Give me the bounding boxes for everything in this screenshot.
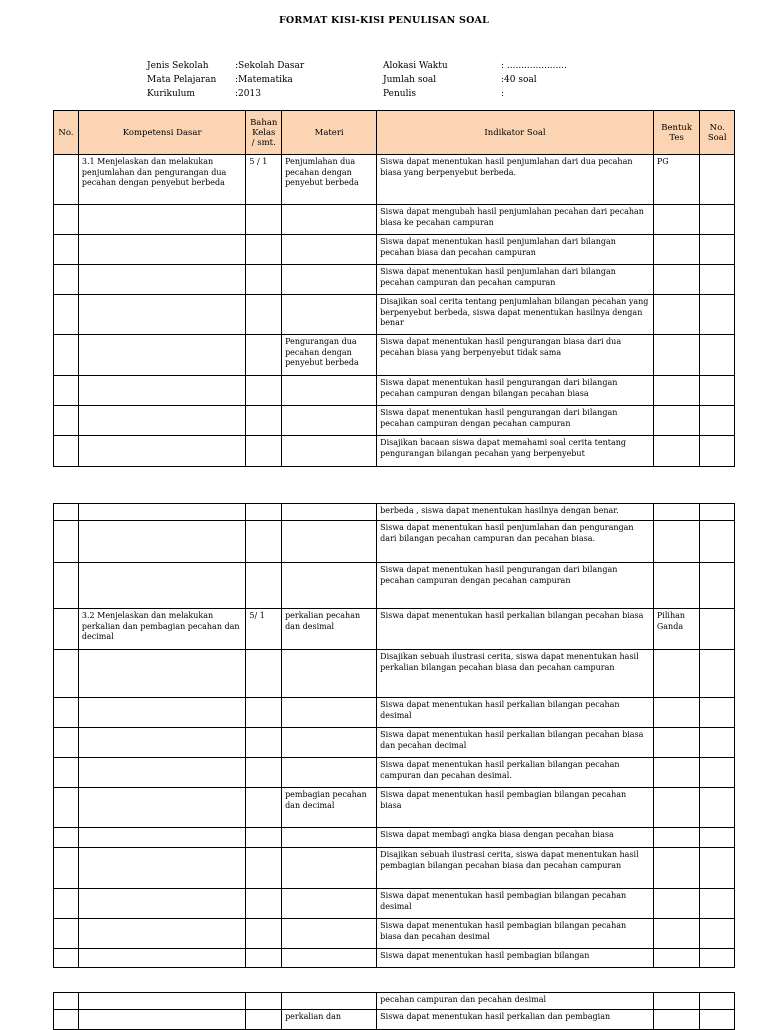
table-row	[54, 563, 735, 609]
cell-indikator-soal: Siswa dapat menentukan hasil perkalian bilangan pecahan desimal	[377, 698, 654, 728]
cell-bentuk-tes	[653, 848, 699, 889]
cell-indikator-soal: Siswa dapat mengubah hasil penjumlahan pecahan dari pecahan biasa ke pecahan campuran	[377, 205, 654, 235]
cell-no-soal	[700, 889, 735, 919]
cell-indikator-soal: Disajikan sebuah ilustrasi cerita, siswa dapat menentukan hasil perkalian bilangan pecahan biasa dan pecahan campuran	[377, 650, 654, 698]
cell-no	[54, 1010, 79, 1030]
cell-bentuk-tes	[653, 563, 699, 609]
cell-kompetensi-dasar	[78, 919, 246, 949]
cell-no	[54, 848, 79, 889]
cell-kompetensi-dasar	[78, 265, 246, 295]
cell-bentuk-tes	[653, 993, 699, 1010]
page-title: FORMAT KISI-KISI PENULISAN SOAL	[278, 15, 489, 26]
cell-kompetensi-dasar	[78, 376, 246, 406]
cell-bentuk-tes	[653, 758, 699, 788]
cell-bentuk-tes: PG	[653, 155, 699, 205]
table-row	[54, 728, 735, 758]
cell-indikator-soal: Siswa dapat menentukan hasil pembagian bilangan pecahan biasa dan pecahan desimal	[377, 919, 654, 949]
cell-bentuk-tes	[653, 828, 699, 848]
cell-no-soal	[700, 335, 735, 376]
cell-kompetensi-dasar	[78, 563, 246, 609]
cell-bahan-kelas	[246, 504, 282, 521]
cell-no-soal	[700, 265, 735, 295]
cell-bentuk-tes	[653, 295, 699, 335]
cell-bahan-kelas	[246, 993, 282, 1010]
meta-label: Jumlah soal	[383, 75, 437, 85]
cell-kompetensi-dasar: 3.2 Menjelaskan dan melakukan perkalian dan pembagian pecahan dan decimal	[78, 609, 246, 650]
cell-indikator-soal: Siswa dapat menentukan hasil pengurangan biasa dari dua pecahan biasa yang berpenyebut tidak sama	[377, 335, 654, 376]
table-row	[54, 295, 735, 335]
cell-materi	[282, 698, 377, 728]
cell-bentuk-tes	[653, 521, 699, 563]
cell-bentuk-tes	[653, 650, 699, 698]
cell-materi	[282, 650, 377, 698]
cell-no	[54, 728, 79, 758]
cell-no-soal	[700, 609, 735, 650]
cell-bahan-kelas	[246, 889, 282, 919]
cell-no	[54, 788, 79, 828]
cell-no-soal	[700, 406, 735, 436]
cell-indikator-soal: Disajikan soal cerita tentang penjumlahan bilangan pecahan yang berpenyebut berbeda, siswa dapat menentukan hasilnya dengan benar	[377, 295, 654, 335]
cell-no-soal	[700, 155, 735, 205]
cell-materi: Penjumlahan dua pecahan dengan penyebut berbeda	[282, 155, 377, 205]
cell-materi	[282, 235, 377, 265]
cell-bahan-kelas	[246, 1010, 282, 1030]
cell-kompetensi-dasar	[78, 889, 246, 919]
cell-materi	[282, 848, 377, 889]
table-row	[54, 650, 735, 698]
cell-bahan-kelas	[246, 265, 282, 295]
header-bahan-kelas: Bahan Kelas / smt.	[246, 111, 282, 155]
cell-no	[54, 265, 79, 295]
meta-left	[147, 59, 304, 101]
cell-kompetensi-dasar	[78, 828, 246, 848]
cell-bahan-kelas	[246, 919, 282, 949]
kisi-kisi-table-3	[53, 992, 735, 1030]
cell-no-soal	[700, 295, 735, 335]
cell-materi	[282, 295, 377, 335]
cell-no	[54, 919, 79, 949]
cell-indikator-soal: Siswa dapat menentukan hasil pembagian bilangan pecahan desimal	[377, 889, 654, 919]
table-row	[54, 949, 735, 968]
table-row	[54, 521, 735, 563]
cell-kompetensi-dasar	[78, 698, 246, 728]
cell-no-soal	[700, 205, 735, 235]
cell-no-soal	[700, 504, 735, 521]
cell-no-soal	[700, 758, 735, 788]
meta-label: Alokasi Waktu	[383, 61, 448, 71]
meta-value: :2013	[235, 89, 261, 99]
cell-bentuk-tes	[653, 436, 699, 467]
table-row	[54, 406, 735, 436]
cell-bahan-kelas	[246, 650, 282, 698]
cell-bahan-kelas	[246, 205, 282, 235]
cell-materi	[282, 265, 377, 295]
cell-bentuk-tes	[653, 504, 699, 521]
cell-bentuk-tes	[653, 376, 699, 406]
cell-bentuk-tes	[653, 788, 699, 828]
cell-bahan-kelas	[246, 728, 282, 758]
cell-bentuk-tes	[653, 205, 699, 235]
cell-bahan-kelas	[246, 295, 282, 335]
cell-bahan-kelas	[246, 758, 282, 788]
cell-indikator-soal: Disajikan bacaan siswa dapat memahami soal cerita tentang pengurangan bilangan pecahan yang berpenyebut	[377, 436, 654, 467]
cell-kompetensi-dasar	[78, 205, 246, 235]
cell-bahan-kelas	[246, 788, 282, 828]
cell-indikator-soal: Siswa dapat menentukan hasil pembagian bilangan pecahan biasa	[377, 788, 654, 828]
cell-no	[54, 521, 79, 563]
cell-materi	[282, 205, 377, 235]
cell-kompetensi-dasar	[78, 949, 246, 968]
cell-bahan-kelas	[246, 698, 282, 728]
cell-indikator-soal: Siswa dapat menentukan hasil pengurangan dari bilangan pecahan campuran dengan pecahan campuran	[377, 406, 654, 436]
cell-no	[54, 993, 79, 1010]
cell-materi	[282, 504, 377, 521]
cell-bahan-kelas	[246, 848, 282, 889]
table-row	[54, 848, 735, 889]
cell-bahan-kelas	[246, 828, 282, 848]
table-row	[54, 265, 735, 295]
kisi-kisi-table-1	[53, 110, 735, 467]
cell-indikator-soal: Siswa dapat menentukan hasil pengurangan dari bilangan pecahan campuran dengan bilangan pecahan biasa	[377, 376, 654, 406]
meta-value: :Matematika	[235, 75, 293, 85]
cell-no-soal	[700, 650, 735, 698]
cell-kompetensi-dasar	[78, 650, 246, 698]
cell-no-soal	[700, 376, 735, 406]
cell-kompetensi-dasar	[78, 1010, 246, 1030]
cell-no-soal	[700, 728, 735, 758]
cell-materi	[282, 563, 377, 609]
cell-no-soal	[700, 993, 735, 1010]
cell-indikator-soal: Disajikan sebuah ilustrasi cerita, siswa dapat menentukan hasil pembagian bilangan pecahan biasa dan pecahan campuran	[377, 848, 654, 889]
cell-kompetensi-dasar	[78, 788, 246, 828]
meta-label: Penulis	[383, 89, 416, 99]
cell-bahan-kelas	[246, 436, 282, 467]
cell-bentuk-tes	[653, 698, 699, 728]
cell-bentuk-tes	[653, 265, 699, 295]
cell-bentuk-tes	[653, 335, 699, 376]
cell-kompetensi-dasar	[78, 504, 246, 521]
cell-indikator-soal: Siswa dapat menentukan hasil penjumlahan dari bilangan pecahan biasa dan pecahan campuran	[377, 235, 654, 265]
cell-indikator-soal: Siswa dapat menentukan hasil perkalian bilangan pecahan biasa dan pecahan decimal	[377, 728, 654, 758]
cell-bahan-kelas	[246, 563, 282, 609]
cell-no	[54, 698, 79, 728]
table-row	[54, 235, 735, 265]
cell-bahan-kelas	[246, 235, 282, 265]
kisi-kisi-table-2	[53, 503, 735, 968]
cell-no	[54, 504, 79, 521]
header-indikator-soal: Indikator Soal	[377, 111, 654, 155]
cell-no	[54, 650, 79, 698]
table-row	[54, 504, 735, 521]
cell-materi	[282, 728, 377, 758]
table-row	[54, 1010, 735, 1030]
table-row	[54, 155, 735, 205]
cell-bahan-kelas	[246, 521, 282, 563]
cell-kompetensi-dasar	[78, 728, 246, 758]
cell-materi	[282, 828, 377, 848]
cell-no-soal	[700, 949, 735, 968]
cell-no	[54, 609, 79, 650]
cell-indikator-soal: Siswa dapat menentukan hasil perkalian bilangan pecahan campuran dan pecahan desimal.	[377, 758, 654, 788]
cell-materi	[282, 919, 377, 949]
cell-kompetensi-dasar	[78, 993, 246, 1010]
header-no-soal: No. Soal	[700, 111, 735, 155]
cell-indikator-soal: Siswa dapat menentukan hasil penjumlahan dari dua pecahan biasa yang berpenyebut berbeda.	[377, 155, 654, 205]
meta-value: :Sekolah Dasar	[235, 61, 305, 71]
meta-right	[383, 59, 567, 101]
cell-materi	[282, 758, 377, 788]
meta-label: Jenis Sekolah	[147, 61, 209, 71]
cell-no-soal	[700, 436, 735, 467]
cell-indikator-soal: Siswa dapat menentukan hasil perkalian dan pembagian	[377, 1010, 654, 1030]
cell-no	[54, 205, 79, 235]
cell-indikator-soal: Siswa dapat membagi angka biasa dengan pecahan biasa	[377, 828, 654, 848]
cell-kompetensi-dasar	[78, 335, 246, 376]
cell-no	[54, 406, 79, 436]
cell-no	[54, 335, 79, 376]
cell-materi	[282, 376, 377, 406]
cell-kompetensi-dasar	[78, 235, 246, 265]
cell-bahan-kelas	[246, 406, 282, 436]
cell-indikator-soal: Siswa dapat menentukan hasil pengurangan dari bilangan pecahan campuran dengan pecahan campuran	[377, 563, 654, 609]
cell-bentuk-tes	[653, 1010, 699, 1030]
cell-bentuk-tes	[653, 919, 699, 949]
cell-no-soal	[700, 1010, 735, 1030]
cell-kompetensi-dasar	[78, 436, 246, 467]
table-row	[54, 698, 735, 728]
cell-kompetensi-dasar	[78, 406, 246, 436]
table-row	[54, 788, 735, 828]
cell-no	[54, 295, 79, 335]
table-row	[54, 889, 735, 919]
cell-materi: pembagian pecahan dan decimal	[282, 788, 377, 828]
cell-bentuk-tes	[653, 235, 699, 265]
cell-materi: perkalian pecahan dan desimal	[282, 609, 377, 650]
cell-materi	[282, 406, 377, 436]
cell-bentuk-tes	[653, 728, 699, 758]
cell-bentuk-tes: Pilihan Ganda	[653, 609, 699, 650]
cell-no	[54, 563, 79, 609]
header-bentuk-tes: Bentuk Tes	[653, 111, 699, 155]
cell-no-soal	[700, 919, 735, 949]
cell-no-soal	[700, 563, 735, 609]
header-no: No.	[54, 111, 79, 155]
cell-no	[54, 889, 79, 919]
cell-materi	[282, 521, 377, 563]
cell-no	[54, 828, 79, 848]
cell-bahan-kelas: 5/ 1	[246, 609, 282, 650]
cell-indikator-soal: Siswa dapat menentukan hasil perkalian bilangan pecahan biasa	[377, 609, 654, 650]
table-row	[54, 376, 735, 406]
table-row	[54, 919, 735, 949]
table-row	[54, 609, 735, 650]
meta-value: : .....................	[501, 61, 567, 71]
cell-bentuk-tes	[653, 406, 699, 436]
cell-bentuk-tes	[653, 949, 699, 968]
cell-materi	[282, 436, 377, 467]
meta-value: :	[501, 89, 505, 99]
cell-no-soal	[700, 521, 735, 563]
cell-kompetensi-dasar	[78, 295, 246, 335]
cell-no-soal	[700, 698, 735, 728]
cell-materi	[282, 949, 377, 968]
cell-no	[54, 758, 79, 788]
table-row	[54, 993, 735, 1010]
cell-no	[54, 155, 79, 205]
header-materi: Materi	[282, 111, 377, 155]
header-kompetensi-dasar: Kompetensi Dasar	[78, 111, 246, 155]
cell-materi	[282, 993, 377, 1010]
cell-indikator-soal: berbeda , siswa dapat menentukan hasilnya dengan benar.	[377, 504, 654, 521]
cell-bahan-kelas	[246, 949, 282, 968]
cell-no-soal	[700, 848, 735, 889]
table-row	[54, 436, 735, 467]
cell-indikator-soal: pecahan campuran dan pecahan desimal	[377, 993, 654, 1010]
table-row	[54, 758, 735, 788]
cell-kompetensi-dasar: 3.1 Menjelaskan dan melakukan penjumlahan dan pengurangan dua pecahan dengan penyebut berbeda	[78, 155, 246, 205]
cell-no-soal	[700, 788, 735, 828]
cell-indikator-soal: Siswa dapat menentukan hasil penjumlahan dan pengurangan dari bilangan pecahan campuran dan pecahan biasa.	[377, 521, 654, 563]
cell-no-soal	[700, 828, 735, 848]
cell-materi: perkalian dan	[282, 1010, 377, 1030]
table-row	[54, 335, 735, 376]
cell-bentuk-tes	[653, 889, 699, 919]
meta-label: Mata Pelajaran	[147, 75, 217, 85]
cell-indikator-soal: Siswa dapat menentukan hasil penjumlahan dari bilangan pecahan campuran dan pecahan campuran	[377, 265, 654, 295]
cell-no	[54, 376, 79, 406]
cell-bahan-kelas: 5 / 1	[246, 155, 282, 205]
cell-bahan-kelas	[246, 376, 282, 406]
cell-materi	[282, 889, 377, 919]
cell-indikator-soal: Siswa dapat menentukan hasil pembagian bilangan	[377, 949, 654, 968]
cell-no	[54, 235, 79, 265]
meta-value: :40 soal	[501, 75, 537, 85]
cell-kompetensi-dasar	[78, 848, 246, 889]
cell-bahan-kelas	[246, 335, 282, 376]
meta-label: Kurikulum	[147, 89, 195, 99]
table-row	[54, 828, 735, 848]
cell-kompetensi-dasar	[78, 521, 246, 563]
cell-no	[54, 949, 79, 968]
cell-materi: Pengurangan dua pecahan dengan penyebut berbeda	[282, 335, 377, 376]
cell-no-soal	[700, 235, 735, 265]
cell-no	[54, 436, 79, 467]
cell-kompetensi-dasar	[78, 758, 246, 788]
table-row	[54, 205, 735, 235]
